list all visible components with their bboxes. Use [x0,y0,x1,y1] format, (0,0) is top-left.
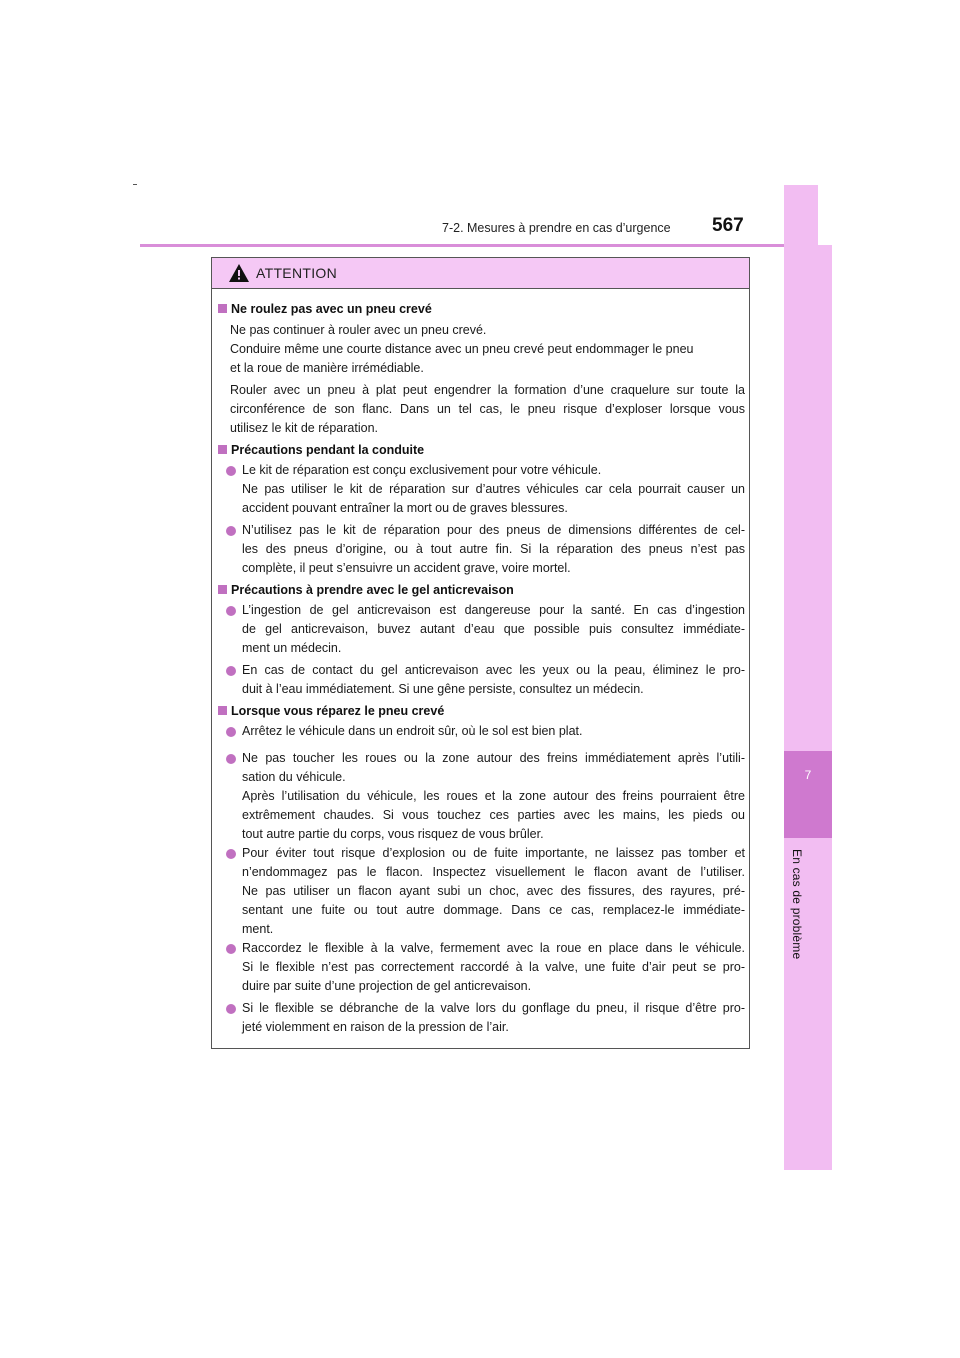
round-bullet-icon [226,727,236,737]
page-number: 567 [712,215,744,236]
section-heading [218,302,432,316]
paragraph [230,381,745,438]
text-line: Ne pas continuer à rouler avec un pneu crevé. [230,323,487,337]
heading-text: Lorsque vous réparez le pneu crevé [231,704,445,718]
text-line: circonférence de son flanc. Dans un tel cas, le pneu risque d’exploser lorsque vous [230,402,745,416]
text-line: sentant une fuite ou tout autre dommage. Dans ce cas, remplacez-le immédiate- [242,903,745,917]
bullet-item [242,749,745,844]
text-line: utilisez le kit de réparation. [230,421,378,435]
paragraph [230,321,745,378]
chapter-label: En cas de problème [790,849,804,960]
text-line: Arrêtez le véhicule dans un endroit sûr, où le sol est bien plat. [242,724,583,738]
text-line: Rouler avec un pneu à plat peut engendrer la formation d’une craquelure sur toute la [230,383,745,397]
text-line: Pour éviter tout risque d’explosion ou de fuite importante, ne laissez pas tomber et [242,846,745,860]
text-line: complète, il peut s’ensuivre un accident grave, voire mortel. [242,561,571,575]
attention-box [211,257,750,1049]
bullet-item [242,661,745,699]
text-line: n’endommagez pas le flacon. Inspectez visuellement le flacon avant de l’utiliser. [242,865,745,879]
section-heading [218,443,424,457]
chapter-number: 7 [804,768,812,782]
text-line: Après l’utilisation du véhicule, les roues et la zone autour des freins pourraient être [242,789,745,803]
bullet-item [242,521,745,578]
round-bullet-icon [226,1004,236,1014]
text-line: duit à l’eau immédiatement. Si une gêne persiste, consultez un médecin. [242,682,644,696]
round-bullet-icon [226,606,236,616]
square-bullet-icon [218,304,227,313]
bullet-item [242,999,745,1037]
bullet-item [242,722,745,741]
text-line: jeté violemment en raison de la pression de l’air. [242,1020,509,1034]
square-bullet-icon [218,585,227,594]
text-line: ment. [242,922,274,936]
heading-text: Ne roulez pas avec un pneu crevé [231,302,432,316]
round-bullet-icon [226,466,236,476]
text-line: Raccordez le flexible à la valve, fermement avec la roue en place dans le véhicule. [242,941,745,955]
text-line: tout autre partie du corps, vous risquez de vous brûler. [242,827,544,841]
bullet-item [242,601,745,658]
text-line: et la roue de manière irrémédiable. [230,361,424,375]
square-bullet-icon [218,706,227,715]
chapter-block [784,751,832,838]
bullet-item [242,844,745,939]
text-line: Si le flexible n’est pas correctement raccordé à la valve, une fuite d’air peut se pro- [242,960,745,974]
side-tab-band [784,185,832,1170]
square-bullet-icon [218,445,227,454]
round-bullet-icon [226,666,236,676]
bullet-item [242,461,745,518]
text-line: duire par suite d’une projection de gel anticrevaison. [242,979,532,993]
round-bullet-icon [226,754,236,764]
attention-title: ATTENTION [256,265,337,281]
warning-triangle-icon [228,263,250,283]
section-title: 7-2. Mesures à prendre en cas d’urgence [442,221,671,235]
page-mark [133,184,137,185]
bullet-item [242,939,745,996]
header-divider [140,244,830,247]
text-line: sation du véhicule. [242,770,346,784]
heading-text: Précautions pendant la conduite [231,443,425,457]
text-line: les des pneus d’origine, ou à tout autre fin. Si la réparation des pneus n’est pas [242,542,745,556]
round-bullet-icon [226,849,236,859]
section-heading [218,704,444,718]
text-line: Ne pas toucher les roues ou la zone autour des freins immédiatement après l’utili- [242,751,745,765]
section-heading [218,583,514,597]
text-line: N’utilisez pas le kit de réparation pour des pneus de dimensions différentes de cel- [242,523,745,537]
round-bullet-icon [226,944,236,954]
text-line: L’ingestion de gel anticrevaison est dangereuse pour la santé. En cas d’ingestion [242,603,745,617]
text-line: de gel anticrevaison, buvez autant d’eau que possible puis consultez immédiate- [242,622,745,636]
text-line: Ne pas utiliser le kit de réparation sur d’autres véhicules car cela pourrait causer un [242,482,745,496]
text-line: accident pouvant entraîner la mort ou de graves blessures. [242,501,568,515]
text-line: ment un médecin. [242,641,342,655]
text-line: Conduire même une courte distance avec un pneu crevé peut endommager le pneu [230,342,694,356]
round-bullet-icon [226,526,236,536]
text-line: Le kit de réparation est conçu exclusivement pour votre véhicule. [242,463,602,477]
heading-text: Précautions à prendre avec le gel anticrevaison [231,583,514,597]
side-tab-notch [818,185,832,245]
text-line: En cas de contact du gel anticrevaison avec les yeux ou la peau, éliminez le pro- [242,663,745,677]
text-line: Ne pas utiliser un flacon ayant subi un choc, avec des fissures, des rayures, pré- [242,884,745,898]
attention-header [212,258,749,289]
text-line: Si le flexible se débranche de la valve lors du gonflage du pneu, il risque d’être pro- [242,1001,745,1015]
text-line: extrêmement chaudes. Si vous touchez ces parties avec les mains, les pieds ou [242,808,745,822]
